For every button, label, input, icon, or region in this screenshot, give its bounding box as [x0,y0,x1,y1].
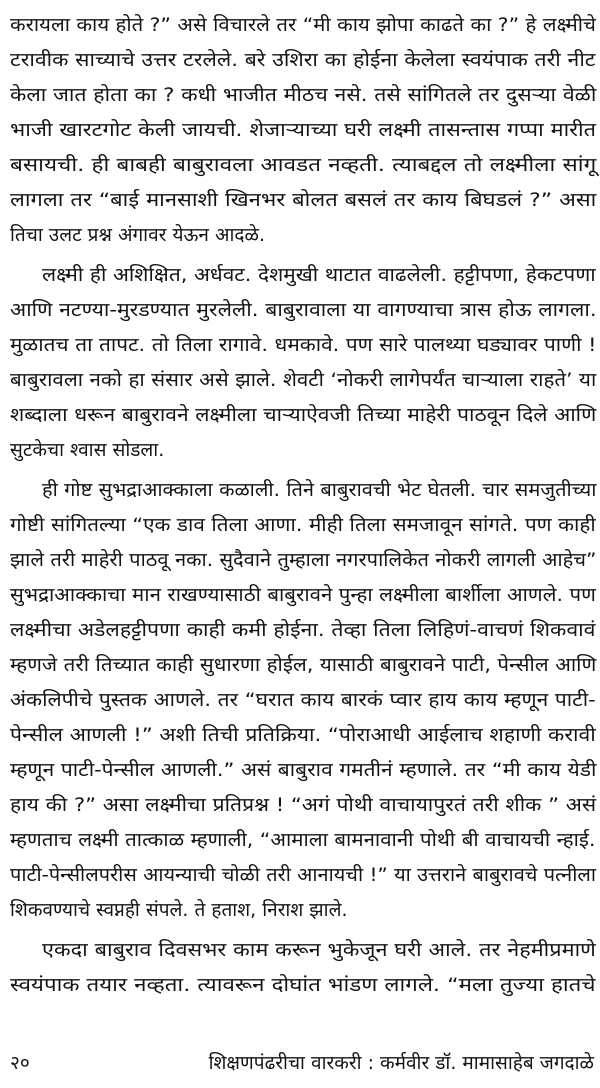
body-text-line: करायला काय होते ?” असे विचारले तर “मी काय झोपा काढते का ?” हे लक्ष्मीचे [10,14,596,36]
body-text-line: बाबुरावला नको हा संसार असे झाले. शेवटी ‘नोकरी लागेपर्यंत चाऱ्याला राहते’ या [10,369,597,391]
body-text-line: लागला तर “बाई मानसाशी खिनभर बोलत बसलं तर काय बिघडलं ?” असा [10,189,597,211]
body-text-line: हाय की ?” असा लक्ष्मीचा प्रतिप्रश्न ! “अगं पोथी वाचायापुरतं तरी शीक ” असं [10,794,597,816]
body-text-line: शिकवण्याचे स्वप्नही संपले. ते हताश, निराश झाले. [10,899,348,921]
body-text-line: शब्दाला धरून बाबुरावने लक्ष्मीला चाऱ्याऐवजी तिच्या माहेरी पाठवून दिले आणि [10,404,597,426]
body-text-line: गोष्टी सांगितल्या “एक डाव तिला आणा. मीही तिला समजावून सांगते. पण काही [10,514,596,536]
body-text-line: एकदा बाबुराव दिवसभर काम करून भुकेजून घरी आले. तर नेहमीप्रमाणे [42,939,596,961]
book-page [10,0,596,1088]
body-text-line: मुळातच ता तापट. तो तिला रागावे. धमकावे. पण सारे पालथ्या घड्यावर पाणी ! [10,334,597,356]
body-text-line: टरावीक साच्याचे उत्तर टरलेले. बरे उशिरा का होईना केलेला स्वयंपाक तरी नीट [10,49,596,71]
body-text-line: झाले तरी माहेरी पाठवू नका. सुदैवाने तुम्हाला नगरपालिकेत नोकरी लागली आहेच” [10,549,597,571]
body-text-line: अंकलिपीचे पुस्तक आणले. तर “घरात काय बारकं प्वार हाय काय म्हणून पाटी- [10,689,596,711]
body-text-line: म्हणून पाटी-पेन्सील आणली.” असं बाबुराव गमतीनं म्हणाले. तर “मी काय येडी [10,759,597,781]
body-text-line: आणि नटण्या-मुरडण्यात मुरलेली. बाबुरावाला या वागण्याचा त्रास होऊ लागला. [10,299,597,321]
body-text-line: सुटकेचा श्वास सोडला. [10,439,165,461]
body-text-line: केला जात होता का ? कधी भाजीत मीठच नसे. तसे सांगितले तर दुसऱ्या वेळी [10,84,597,106]
page-number: २० [10,1052,30,1074]
body-text-line: स्वयंपाक तयार नव्हता. त्यावरून दोघांत भांडण लागले. “मला तुज्या हातचे [10,974,596,996]
body-text-line: म्हणताच लक्ष्मी तात्काळ म्हणाली, “आमाला बामनावानी पोथी बी वाचायची न्हाई. [10,829,596,851]
body-text-line: लक्ष्मीचा अडेलहट्टीपणा काही कमी होईना. तेव्हा तिला लिहिणं-वाचणं शिकवावं [10,619,596,641]
body-text-line: सुभद्राआक्काचा मान राखण्यासाठी बाबुरावने पुन्हा लक्ष्मीला बार्शीला आणले. पण [10,584,596,606]
body-text-line: लक्ष्मी ही अशिक्षित, अर्धवट. देशमुखी थाटात वाढलेली. हट्टीपणा, हेकटपणा [42,264,596,286]
body-text-line: भाजी खारटगोट केली जायची. शेजाऱ्याच्या घरी लक्ष्मी तासन्तास गप्पा मारीत [10,119,596,141]
running-title: शिक्षणपंढरीचा वारकरी : कर्मवीर डॉ. मामासाहेब जगदाळे [208,1052,594,1074]
body-text-line: बसायची. ही बाबही बाबुरावला आवडत नव्हती. त्याबद्दल तो लक्ष्मीला सांगू [10,154,597,176]
body-text-line: ही गोष्ट सुभद्राआक्काला कळाली. तिने बाबुरावची भेट घेतली. चार समजुतीच्या [42,479,597,501]
body-text-line: तिचा उलट प्रश्न अंगावर येऊन आदळे. [10,224,265,246]
body-text-line: पेन्सील आणली !” अशी तिची प्रतिक्रिया. “पोराआधी आईलाच शहाणी करावी [10,724,596,746]
body-text-line: म्हणजे तरी तिच्यात काही सुधारणा होईल, यासाठी बाबुरावने पाटी, पेन्सील आणि [10,654,597,676]
body-text-line: पाटी-पेन्सीलपरीस आयन्याची चोळी तरी आनायची !” या उत्तराने बाबुरावचे पत्नीला [10,864,597,886]
